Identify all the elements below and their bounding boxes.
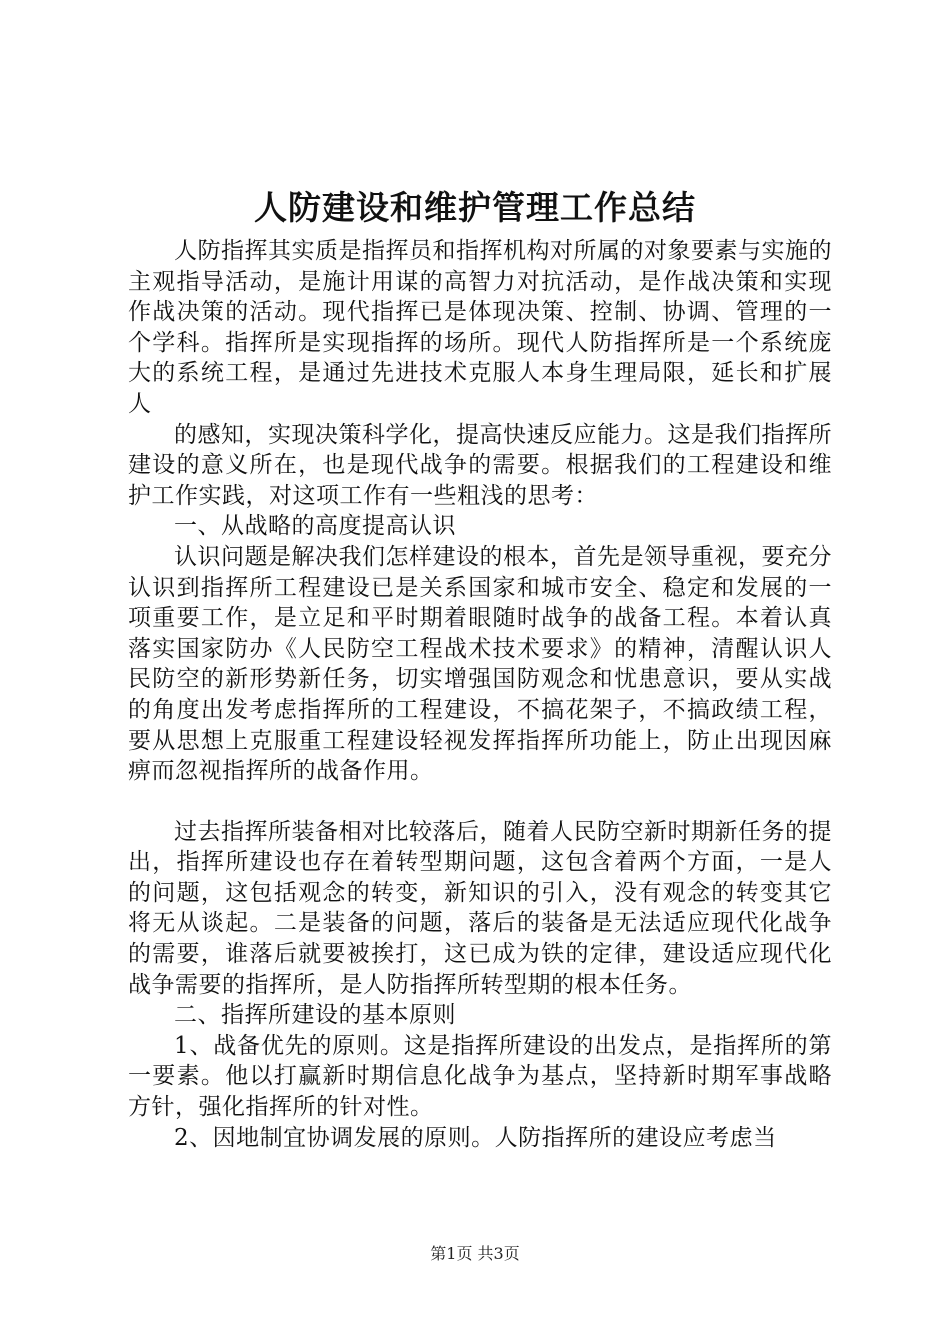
paragraph-intro-continued: 的感知，实现决策科学化，提高快速反应能力。这是我们指挥所建设的意义所在，也是现代战争的需要。根据我们的工程建设和维护工作实践，对这项工作有一些粗浅的思考： bbox=[128, 421, 832, 509]
page-footer: 第1页 共3页 bbox=[430, 1244, 520, 1263]
principle-1: 1、战备优先的原则。这是指挥所建设的出发点，是指挥所的第一要素。他以打赢新时期信息化战争为基点，坚持新时期军事战略方针，强化指挥所的针对性。 bbox=[128, 1032, 832, 1121]
paragraph-transition: 过去指挥所装备相对比较落后，随着人民防空新时期新任务的提出，指挥所建设也存在着转型期问题，这包含着两个方面，一是人的问题，这包括观念的转变，新知识的引入，没有观念的转变其它将无从谈起。二是装备的问题，落后的装备是无法适应现代化战争的需要，谁落后就要被挨打，这已成为铁的定律，建设适应现代化战争需要的指挥所，是人防指挥所转型期的根本任务。 bbox=[128, 818, 832, 998]
document-body bbox=[128, 236, 832, 1153]
section-heading-2: 二、指挥所建设的基本原则 bbox=[174, 1002, 456, 1029]
document-title: 人防建设和维护管理工作总结 bbox=[254, 188, 696, 227]
principle-2: 2、因地制宜协调发展的原则。人防指挥所的建设应考虑当 bbox=[174, 1124, 777, 1151]
paragraph-intro: 人防指挥其实质是指挥员和指挥机构对所属的对象要素与实施的主观指导活动，是施计用谋的高智力对抗活动，是作战决策和实现作战决策的活动。现代指挥已是体现决策、控制、协调、管理的一个学科。指挥所是实现指挥的场所。现代人防指挥所是一个系统庞大的系统工程，是通过先进技术克服人本身生理局限，延长和扩展人 bbox=[128, 238, 832, 417]
paragraph-awareness: 认识问题是解决我们怎样建设的根本，首先是领导重视，要充分认识到指挥所工程建设已是关系国家和城市安全、稳定和发展的一项重要工作，是立足和平时期着眼随时战争的战备工程。本着认真落实国家防办《人民防空工程战术技术要求》的精神，清醒认识人民防空的新形势新任务，切实增强国防观念和忧患意识，要从实战的角度出发考虑指挥所的工程建设，不搞花架子，不搞政绩工程，要从思想上克服重工程建设轻视发挥指挥所功能上，防止出现因麻痹而忽视指挥所的战备作用。 bbox=[128, 543, 832, 785]
section-heading-1: 一、从战略的高度提高认识 bbox=[174, 513, 456, 540]
